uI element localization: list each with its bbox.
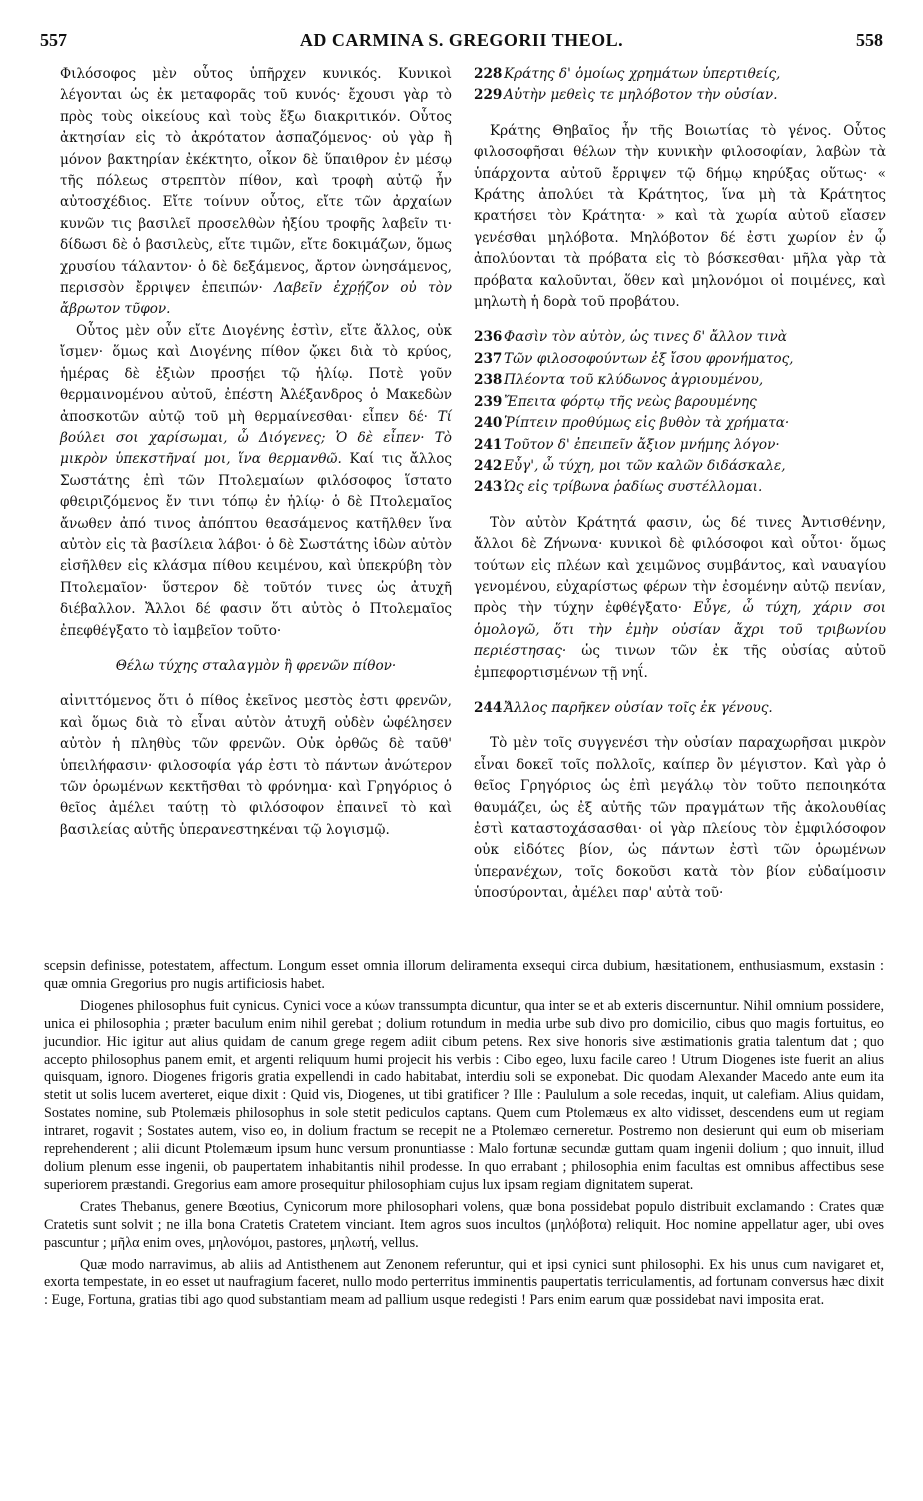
left-paragraph-2-quote: Τί βούλει σοι χαρίσωμαι, ὦ Διόγενες; Ὁ δὲ εἶπεν· Τὸ μικρὸν ὑπεκστῆναί μοι, ἵνα θερμανθῶ. — [60, 408, 452, 468]
verse-block-middle — [474, 327, 886, 498]
verse-text: Ἔπειτα φόρτῳ τῆς νεὼς βαρουμένης — [504, 393, 757, 410]
latin-translation — [44, 958, 884, 1310]
verse-number: 242 — [474, 457, 503, 474]
verse-line — [474, 64, 886, 85]
verse-text: Τῶν φιλοσοφούντων ἐξ ἴσου φρονήματος, — [504, 350, 794, 367]
left-paragraph-2-text: Οὗτος μὲν οὖν εἴτε Διογένης ἐστὶν, εἴτε ἄλλος, οὐκ ἴσμεν· ὅμως καὶ Διογένης πίθον ᾤκει διὰ τὸ κρύος, ἡμέρας δὲ ἐξιὼν προσῄει τῷ ἡλίῳ. Ποτὲ γοῦν θερμαινομένου αὐτοῦ, ἐπέστη Ἀλέξανδρος ὁ Μακεδὼν ἀποσκοτῶν αὐτῷ τοῦ μὴ θερμαίνεσθαι· εἶπεν δέ· — [60, 322, 452, 425]
verse-line — [474, 370, 886, 391]
verse-line — [474, 392, 886, 413]
running-title: AD CARMINA S. GREGORII THEOL. — [299, 30, 624, 50]
left-paragraph-4: αἰνιττόμενος ὅτι ὁ πίθος ἐκεῖνος μεστὸς ἐστι φρενῶν, καὶ ὅμως διὰ τὸ εἶναι αὐτὸν ἀτυχῆ οὐδὲν ὠφέλησεν αὐτὸν ἡ πληθὺς τῶν φρενῶν. Οὐκ ὀρθῶς δὲ ταῦθ' ὑπειλήφασιν· φιλοσοφία γάρ ἐστι τὸ πάντων ἀνώτερον τῶν ὁρωμένων κεκτῆσθαι τὸ φρόνημα· καὶ Γρηγόριος ὁ θεῖος ἀμέλει ταύτῃ τὸ φιλόσοφον ἐπαινεῖ τὸ καὶ βασιλείας αὐτῆς ὑπερανεστηκέναι τῷ λογισμῷ. — [60, 693, 452, 838]
running-header — [40, 30, 883, 58]
verse-text: Φασὶν τὸν αὐτὸν, ὡς τινες δ' ἄλλον τινὰ — [504, 329, 787, 346]
left-paragraph-1 — [60, 64, 452, 321]
latin-paragraph-1: Diogenes philosophus fuit cynicus. Cynici voce a κύων transsumpta dicuntur, qua inter se et ab exteris discernuntur. Nihil omnium possidere, unica ei philosophia ; præter baculum enim nihil gerebat ; dolium rotundum in media urbe sub divo pro domicilio, cibus quo magis fortuitus, eo jucundior. Hic igitur aut alius quidam de canum grege regem adiit cibum petens. Rex sive honoris sive æstimationis gratia talentum dat ; quo accepto philosophus panem emit, et argenti reliquum humi projecit his verbis : Cibo egeo, luxu facile careo ! Utrum Diogenes iste fuerit an alius quisquam, ignoro. Diogenes frigoris gratia expellendi in cado habitabat, interdiu soli se exponebat. Dic quodam Alexander Macedo ante eum ita stetit ut solis lucem averteret, eique dixit : Quid vis, Diogenes, ut tibi gratificer ? Ille : Paululum a sole recedas, inquit, ut calefiam. Alius quidam, Sostates nomine, sub Ptolemæis philosophus in sole stetit pediculos captans. Quem cum Ptolemæus ex alto vidisset, descendens eum ut regiam intraret, rogavit ; Sostates autem, viso eo, in dolium fractum se recepit ne a Ptolemæo cerneretur. Postremo non desierunt qui eum ob miseriam reprehenderent ; alii dicunt Ptolemæum ipsum hunc versum pronuntiasse : Malo fortunæ secundæ guttam quam ingenii dolium ; quo innuit, illud dolium plenum esse ingenii, ob paupertatem inhabitantis nihil prodesse. In quo errabant ; philosophia enim facultas est omnibus affectibus sese superiorem præstandi. Gregorius eam amore prosequitur philosophiam cujus lux ipsam regiam dignitatem superat. — [44, 997, 884, 1193]
verse-text: Ὡς εἰς τρίβωνα ῥαδίως συστέλλομαι. — [504, 479, 763, 496]
left-verse-quote: Θέλω τύχης σταλαγμὸν ἢ φρενῶν πίθον· — [115, 657, 397, 674]
verse-text: Κράτης δ' ὁμοίως χρημάτων ὑπερτιθείς, — [504, 66, 781, 82]
left-page-number: 557 — [40, 30, 67, 50]
verse-number: 236 — [474, 329, 503, 346]
verse-text: Ἄλλος παρῆκεν οὐσίαν τοῖς ἐκ γένους. — [504, 699, 773, 716]
right-paragraph-1: Κράτης Θηβαῖος ἦν τῆς Βοιωτίας τὸ γένος. Οὗτος φιλοσοφῆσαι θέλων τὴν κυνικὴν φιλοσοφίαν, λαβὼν τὰ ὑπάρχοντα αὐτοῦ ἔρριψεν τῷ δήμῳ κηρύξας οὕτως· « Κράτης ἀπολύει τὰ Κράτητος, ἵνα μὴ τὰ Κράτητος κρατήσει τὸν Κράτητα· » καὶ τὰ χωρία αὐτοῦ εἴασεν γενέσθαι μηλόβοτα. Μηλόβοτον δέ ἐστι χωρίον ἐν ᾧ ἀπολύονται τὰ πρόβατα εἰς τὸ βόσκεσθαι· μῆλα γὰρ τὰ πρόβατα καλοῦνται, ὅθεν καὶ μηλονόμοι οἱ ποιμένες, καὶ μηλωτὴ ἡ δορὰ τοῦ προβάτου. — [474, 122, 886, 311]
right-greek-column — [474, 64, 886, 905]
verse-number: 241 — [474, 436, 503, 453]
verse-number: 228 — [474, 66, 503, 82]
left-paragraph-3-text: Καί τις ἄλλος Σωστάτης ἐπὶ τῶν Πτολεμαίων φιλόσοφος ἵστατο φθειριζόμενος ἔν τινι τόπῳ ἐν ἡλίῳ· ὁ δὲ Πτολεμαῖος ἄνωθεν ἀπό τινος ἀπόπτου θεασάμενος κατῆλθεν ἵνα αὐτὸν εἰς τὰ βασίλεια λάβοι· ὁ δὲ Σωστάτης ἰδὼν αὐτὸν εἰσῆλθεν εἰς κλάσμα πίθου κειμένου, καὶ ὑπεκρύβη τὸν Πτολεμαῖον· ὕστερον δὲ τοῦτόν τινες ὡς ἀτυχῆ διέβαλλον. Ἄλλοι δέ φασιν ὅτι αὐτὸς ὁ Πτολεμαῖος ἐπεφθέγξατο τὸ ἰαμβεῖον τοῦτο· — [60, 451, 452, 639]
latin-paragraph-3: Quæ modo narravimus, ab aliis ad Antisthenem aut Zenonem referuntur, qui et ipsi cynici sunt philosophi. Ex his unus cum navigaret et, exorta tempestate, in eo esset ut naufragium faceret, nullo modo perterritus imminentis paupertatis terriculamentis, ad fortunam conversus hæc dixit : Euge, Fortuna, gratias tibi ago quod substantiam meam ad pallium usque redegisti ! Pars enim earum quæ possidebat navi imposita erat. — [44, 1256, 884, 1309]
verse-text: Ῥίπτειν προθύμως εἰς βυθὸν τὰ χρήματα· — [504, 415, 790, 432]
verse-line — [474, 85, 886, 106]
verse-text: Αὐτὴν μεθεὶς τε μηλόβοτον τὴν οὐσίαν. — [504, 87, 778, 104]
right-paragraph-2-end: ὡς τινων τῶν ἐκ τῆς οὐσίας αὐτοῦ ἐμπεφορτισμένων τῇ νηΐ. — [474, 643, 886, 681]
right-paragraph-2-quote: Εὖγε, ὦ τύχη, χάριν σοι ὁμολογῶ, ὅτι τὴν ἐμὴν οὐσίαν ἄχρι τοῦ τριβωνίου περιέστησας· — [474, 600, 886, 660]
latin-paragraph-2: Crates Thebanus, genere Bœotius, Cynicorum more philosophari volens, quæ bona possidebat populo distribuit exclamando : Crates quæ Cratetis sunt solvit ; ne illa bona Cratetis Cratetem vinciant. Item agros suos incultos (μηλόβοτα) reliquit. Hoc nomine appellatur ager, ubi oves pascuntur ; μῆλα enim oves, μηλονόμοι, pastores, μηλωτή, vellus. — [44, 1198, 884, 1251]
verse-line — [474, 327, 886, 348]
verse-line-244 — [474, 698, 886, 719]
verse-number: 229 — [474, 87, 503, 104]
right-page-number: 558 — [856, 30, 883, 50]
right-paragraph-2-text: Τὸν αὐτὸν Κράτητά φασιν, ὡς δέ τινες Ἀντισθένην, ἄλλοι δὲ Ζήνωνα· κυνικοὶ δὲ φιλόσοφοι καὶ οὗτοι· ὅμως τούτων εἰς πλέων καὶ χειμῶνος συμβάντος, καὶ ναυαγίου γενομένου, εὐχαρίστως φέρων τὴν ἐσομένην αὐτῷ πενίαν, πρὸς τὴν τύχην ἐφθέγξατο· — [474, 514, 886, 617]
right-paragraph-2 — [474, 513, 886, 684]
verse-text: Εὖγ', ὦ τύχη, μοι τῶν καλῶν διδάσκαλε, — [504, 457, 786, 474]
verse-text: Τοῦτον δ' ἐπειπεῖν ἄξιον μνήμης λόγον· — [504, 436, 780, 453]
left-paragraph-1-quote: Λαβεῖν ἐχρῄζον οὐ τὸν ἄβρωτον τῦφον. — [60, 280, 453, 318]
verse-number: 237 — [474, 350, 503, 367]
verse-number: 240 — [474, 415, 503, 432]
verse-line — [474, 413, 886, 434]
verse-line — [474, 349, 886, 370]
left-paragraph-2 — [60, 321, 452, 642]
verse-number: 244 — [474, 699, 503, 716]
verse-number: 239 — [474, 393, 503, 410]
verse-text: Πλέοντα τοῦ κλύδωνος ἀγριουμένου, — [504, 372, 764, 389]
verse-block-top — [474, 64, 886, 107]
verse-number: 243 — [474, 479, 503, 496]
right-paragraph-3: Τὸ μὲν τοῖς συγγενέσι τὴν οὐσίαν παραχωρῆσαι μικρὸν εἶναι δοκεῖ τοῖς πολλοῖς, καίπερ ὂν μέγιστον. Καὶ γὰρ ὁ θεῖος Γρηγόριος ὡς ἐπὶ μεγάλῳ τὸν τοῦτο πεποιηκότα θαυμάζει, ὡς ἐξ αὐτῆς τῶν πραγμάτων τῆς ἀκολουθίας ἐστὶ καταστοχάσασθαι· οἱ γὰρ πλείους τὸν ἐμφιλόσοφον οὐκ εἰδότες βίον, ὡς πάντων ἐστὶ τῶν ὁρωμένων ὑπερανέχων, τοῖς δοκοῦσι κατὰ τὸν βίον εὐδαίμοσιν ὑποσύρονται, ἀμέλει παρ' αὐτὰ τοῦ· — [474, 735, 886, 902]
latin-paragraph-0: scepsin definisse, potestatem, affectum. Longum esset omnia illorum deliramenta exsequi circa dubium, hæsitationem, enthusiasmum, exstasin : quæ omnia Gregorius pro nugis artificiosis habet. — [44, 958, 884, 992]
verse-line — [474, 435, 886, 456]
verse-line — [474, 477, 886, 498]
verse-number: 238 — [474, 372, 503, 389]
left-greek-column — [60, 64, 452, 841]
left-paragraph-1-text: Φιλόσοφος μὲν οὗτος ὑπῆρχεν κυνικός. Κυνικοὶ λέγονται ὡς ἐκ μεταφορᾶς τοῦ κυνός· ἔχουσι γὰρ τὸ πρὸς τοὺς οἰκείους καὶ τοὺς ἔξω διακριτικόν. Οὗτος ἀκτησίαν εἰς τὸ ἀκρότατον ἀσπαζόμενος· οὐ γὰρ ἢ μόνον βακτηρίαν ἐκέκτητο, οἶκον δὲ ὕπαιθρον ἐν μέσῳ τῆς πόλεως στρεπτὸν πίθον, καὶ τροφὴ αὐτῷ ἦν αὐτοσχέδιος. Εἴτε τοίνυν οὗτος, εἴτε τῶν ἀρχαίων κυνῶν τις βασιλεῖ προσελθὼν ἠξίου τροφῆς λαβεῖν τι· δίδωσι δὲ ὁ βασιλεὺς, εἴτε τιμῶν, εἴτε δοκιμάζων, ὅμως χρυσίου τάλαντον· ὁ δὲ δεξάμενος, ἄρτον ὠνησάμενος, περισσὸν ἔρριψεν ἐπειπών· — [60, 66, 452, 297]
verse-line — [474, 456, 886, 477]
